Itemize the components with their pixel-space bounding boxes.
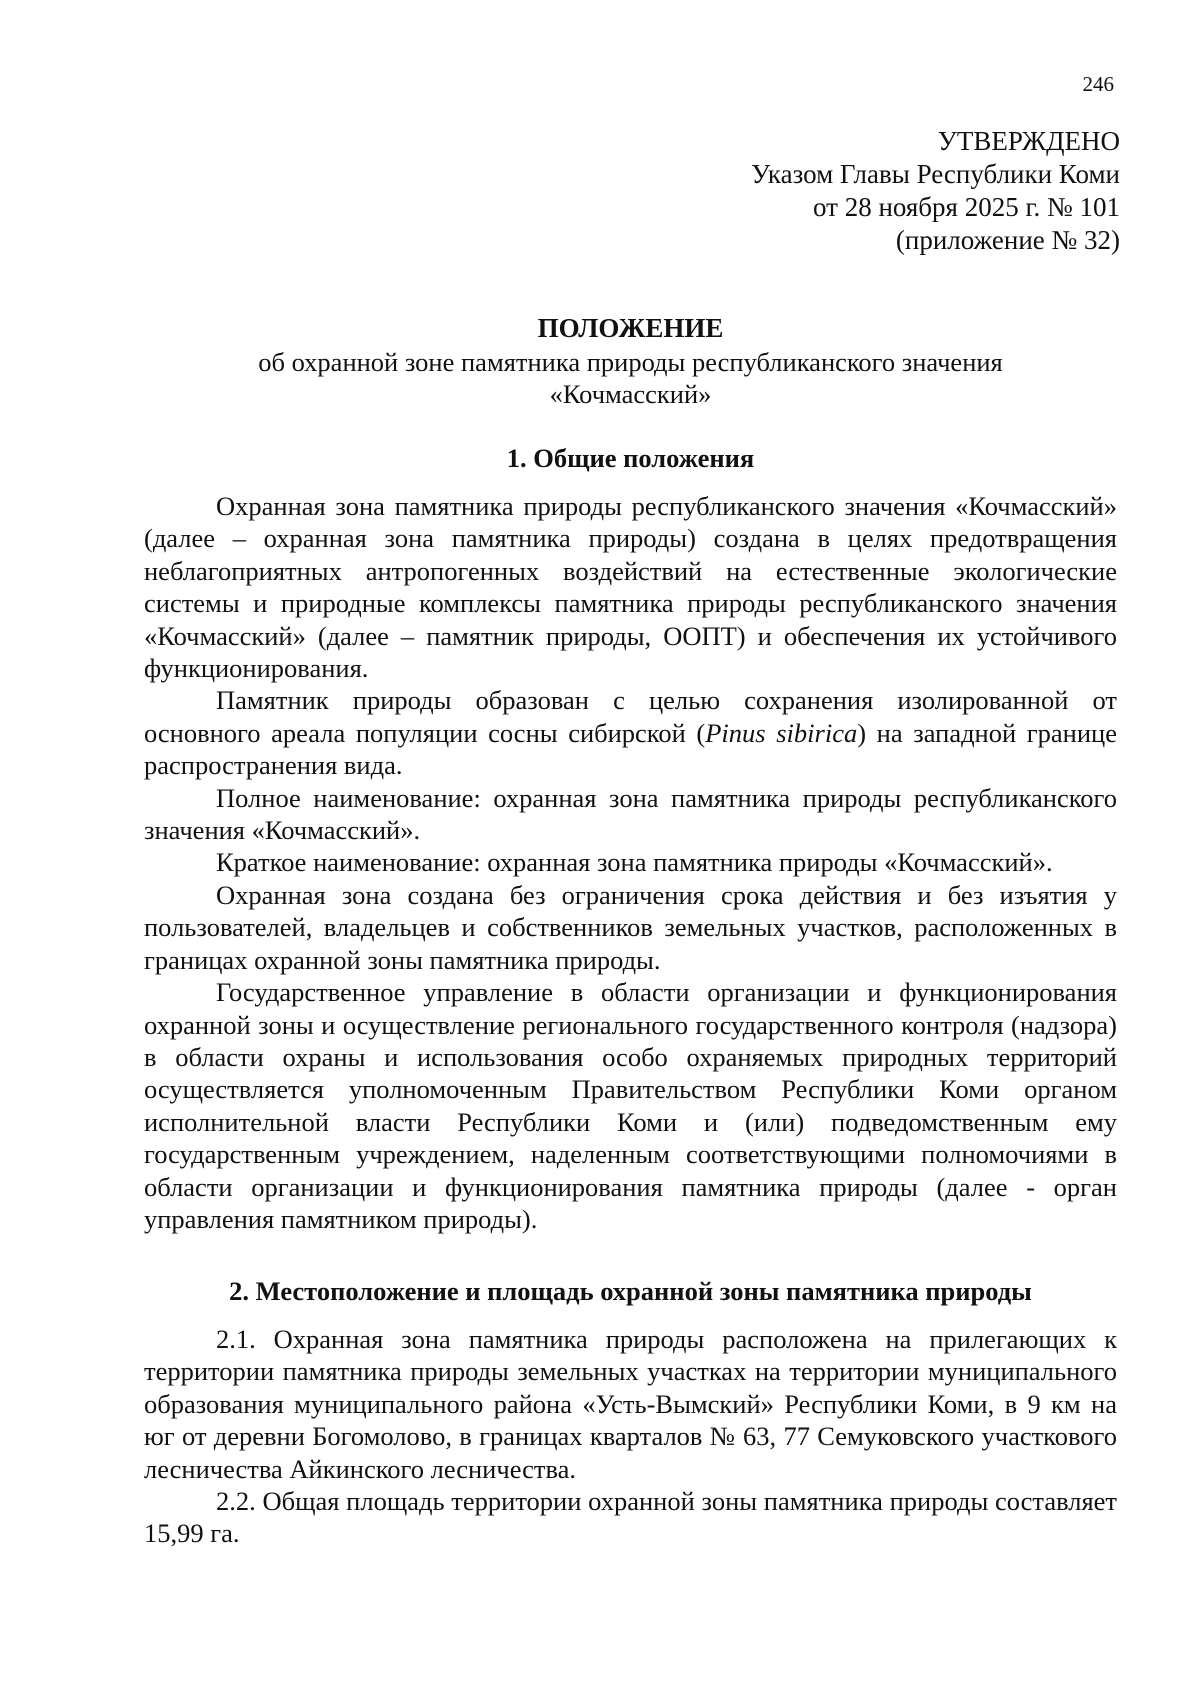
document-subtitle	[144, 346, 1117, 410]
approval-label: УТВЕРЖДЕНО	[937, 126, 1120, 156]
species-latin-name: Pinus sibirica	[705, 717, 858, 748]
paragraph-text: Памятник природы образован с целью сохранения изолированной от основного ареала популяции сосны сибирской (	[144, 685, 1117, 748]
paragraph: Государственное управление в области организации и функционирования охранной зоны и осуществление регионального государственного контроля (надзора) в области охраны и использования особо охраняемых природных территорий осуществляется уполномоченным Правительством Республики Коми органом исполнительной власти Республики Коми и (или) подведомственным ему государственным учреждением, наделенным соответствующими полномочиями в области организации и функционирования памятника природы (далее - орган управления памятником природы).	[144, 977, 1117, 1234]
approval-stamp	[751, 125, 1120, 257]
paragraph: 2.1. Охранная зона памятника природы расположена на прилегающих к территории памятника природы земельных участках на территории муниципального образования муниципального района «Усть-Вымский» Республики Коми, в 9 км на юг от деревни Богомолово, в границах кварталов № 63, 77 Семуковского участкового лесничества Айкинского лесничества.	[144, 1324, 1117, 1484]
paragraph-text: ) на западной границе распространения вида.	[144, 717, 1117, 781]
section-2-body	[144, 1323, 1117, 1550]
approval-appendix: (приложение № 32)	[895, 225, 1120, 255]
paragraph: 2.2. Общая площадь территории охранной зоны памятника природы составляет 15,99 га.	[144, 1486, 1117, 1549]
paragraph: Краткое наименование: охранная зона памятника природы «Кочмасский».	[216, 847, 1053, 878]
section-1-body	[144, 490, 1117, 1235]
approval-date: от 28 ноября 2025 г. № 101	[813, 192, 1120, 222]
page-number: 246	[1082, 72, 1114, 96]
section-2-heading: 2. Местоположение и площадь охранной зоны памятника природы	[229, 1276, 1032, 1306]
approval-authority: Указом Главы Республики Коми	[751, 159, 1120, 189]
paragraph	[144, 684, 1117, 781]
paragraph: Охранная зона памятника природы республиканского значения «Кочмасский» (далее – охранная зона памятника природы) создана в целях предотвращения неблагоприятных антропогенных воздействий на естественные экологические системы и природные комплексы памятника природы республиканского значения «Кочмасский» (далее – памятник природы, ООПТ) и обеспечения их устойчивого функционирования.	[144, 491, 1117, 684]
paragraph: Охранная зона создана без ограничения срока действия и без изъятия у пользователей, владельцев и собственников земельных участков, расположенных в границах охранной зоны памятника природы.	[144, 879, 1117, 975]
paragraph: Полное наименование: охранная зона памятника природы республиканского значения «Кочмасский».	[144, 782, 1117, 846]
subtitle-line-1: об охранной зоне памятника природы республиканского значения	[258, 347, 1003, 377]
document-title: ПОЛОЖЕНИЕ	[537, 313, 724, 343]
subtitle-line-2: «Кочмасский»	[549, 379, 712, 409]
section-1-heading: 1. Общие положения	[506, 443, 755, 473]
